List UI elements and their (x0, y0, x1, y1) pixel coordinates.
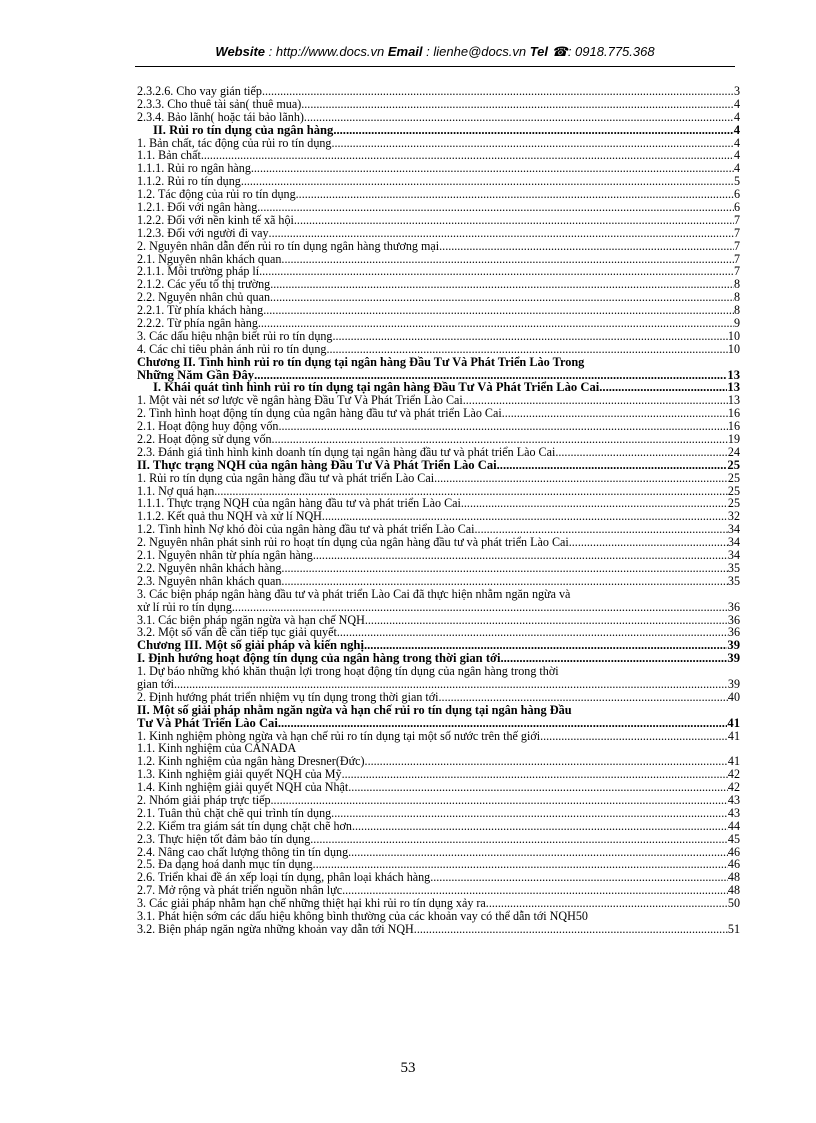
toc-entry (137, 910, 740, 923)
toc-entry-title: 2.1.2. Các yếu tố thị trường (137, 277, 271, 292)
toc-entry-page: 40 (727, 689, 740, 704)
toc-entry-page: 34 (727, 535, 740, 550)
toc-entry-title: 1.4. Kinh nghiệm giải quyết NQH của Nhật (137, 780, 349, 795)
toc-forecast-line2: gian tới ..... 39 (137, 678, 740, 691)
toc-leader-dots (272, 433, 728, 446)
toc-entry (137, 459, 740, 472)
toc-leader-dots (439, 691, 728, 704)
toc-entry-title: 1.1. Nợ quá hạn (137, 483, 215, 498)
toc-entry-page: 51 (727, 921, 740, 936)
toc-entry-page: 48 (727, 883, 740, 898)
toc-entry-page: 50 (727, 896, 740, 911)
toc-leader-dots (348, 846, 728, 859)
toc-entry-page: 46 (727, 844, 740, 859)
toc-entry-title: 1.2.2. Đối với nền kinh tế xã hội (137, 212, 294, 227)
toc-entry-page: 43 (727, 805, 740, 820)
toc-leader-dots (540, 730, 728, 743)
toc-entry-page: 10 (727, 341, 740, 356)
toc-entry-title: 4. Các chỉ tiêu phản ánh rủi ro tín dụng (137, 341, 327, 356)
toc-entry-page: 48 (727, 870, 740, 885)
toc-leader-dots (251, 162, 734, 175)
toc-entry-title: 1.3. Kinh nghiệm giải quyết NQH của Mỹ (137, 767, 342, 782)
toc-entry-title: 2.3. Nguyên nhân khách quan (137, 573, 282, 588)
toc-entry-title: 1.1.2. Kết quả thu NQH và xử lí NQH (137, 509, 322, 524)
toc-leader-dots (414, 923, 728, 936)
toc-entry-page: 42 (727, 780, 740, 795)
toc-entry-page: 5 (733, 174, 740, 189)
toc-entry-title: 2.7. Mở rộng và phát triển nguồn nhân lực (137, 883, 343, 898)
toc-entry-title: Chương III. Một số giải pháp và kiến nghị (137, 638, 364, 653)
toc-entry (137, 923, 740, 936)
toc-leader-dots (259, 265, 734, 278)
toc-entry-page: 4 (733, 135, 740, 150)
toc-leader-dots (461, 497, 728, 510)
email-value: : lienhe@docs.vn (422, 44, 530, 59)
toc-entry (137, 137, 740, 150)
toc-entry-title: II. Rủi ro tín dụng của ngân hàng (153, 122, 334, 137)
toc-leader-dots (555, 446, 728, 459)
toc-entry-page: 16 (727, 406, 740, 421)
toc-chapter2-line1: Chương II. Tình hình rủi ro tín dụng tại ngân hàng Đầu Tư Và Phát Triển Lào Trong (137, 354, 585, 369)
toc-entry-page: 34 (727, 522, 740, 537)
toc-entry-page: 41 (727, 754, 740, 769)
toc-entry-page: 7 (733, 264, 740, 279)
toc-leader-dots (430, 871, 728, 884)
toc-entry-page: 36 (727, 612, 740, 627)
toc-entry (137, 691, 740, 704)
toc-entry-page: 7 (733, 251, 740, 266)
toc-entry-page: 4 (733, 161, 740, 176)
toc-entry-page: 36 (727, 625, 740, 640)
toc-entry-page: 41 (727, 728, 740, 743)
toc-leader-dots (599, 381, 727, 394)
toc-leader-dots (332, 330, 727, 343)
toc-entry-title: 2.2. Kiểm tra giám sát tín dụng chặt chẽ hơn (137, 818, 352, 833)
toc-leader-dots (569, 536, 728, 549)
toc-leader-dots (270, 291, 734, 304)
toc-entry-page: 43 (727, 792, 740, 807)
toc-entry-title: 1.1.1. Thực trạng NQH của ngân hàng đầu tư và phát triển Lào Cai (137, 496, 461, 511)
toc-entry-title: 2. Nguyên nhân phát sinh rủi ro hoạt tín dụng của ngân hàng đầu tư và phát triển Lào Cai (137, 535, 569, 550)
toc-entry-title: 3.1. Các biện pháp ngăn ngừa và hạn chế NQH (137, 612, 365, 627)
toc-leader-dots (301, 98, 734, 111)
toc-entry (137, 472, 740, 485)
toc-leader-dots (241, 175, 734, 188)
toc-entry-page: 4 (733, 109, 740, 124)
toc-leader-dots (201, 149, 734, 162)
toc-entry-title: 1. Kinh nghiệm phòng ngừa và hạn chế rủi ro tín dụng tại một số nước trên thế giới (137, 728, 541, 743)
toc-entry-title: 1.1.2. Rủi ro tín dụng (137, 174, 241, 189)
toc-entry-title: 2.2.2. Từ phía ngân hàng (137, 316, 258, 331)
toc-entry-page: 44 (727, 818, 740, 833)
toc-leader-dots (348, 781, 728, 794)
toc-leader-dots (352, 820, 728, 833)
toc-leader-dots (296, 188, 734, 201)
toc-group-1 (137, 85, 740, 356)
toc-group-2 (137, 381, 740, 587)
toc-entry-page: 8 (733, 290, 740, 305)
toc-entry (137, 562, 740, 575)
toc-entry-page: 45 (727, 831, 740, 846)
toc-entry-title: 2.2. Hoạt động sử dụng vốn (137, 432, 272, 447)
toc-entry-title: 2.6. Triển khai đề án xếp loại tín dụng, phân loại khách hàng (137, 870, 431, 885)
toc-entry (137, 820, 740, 833)
toc-entry-page: 8 (733, 303, 740, 318)
toc-entry-title: 2.1. Hoạt động huy động vốn (137, 419, 279, 434)
toc-leader-dots (342, 768, 728, 781)
toc-entry-page: 9 (733, 316, 740, 331)
toc-leader-dots (257, 201, 734, 214)
website-label: Website (215, 44, 266, 59)
toc-leader-dots (278, 420, 727, 433)
toc-entry-title: 2.3. Thực hiện tốt đảm bảo tín dụng (137, 831, 311, 846)
toc-entry-title: 2.2.1. Từ phía khách hàng (137, 303, 264, 318)
toc-leader-dots (281, 575, 727, 588)
toc-entry-page: 3 (733, 83, 740, 98)
email-label: Email (387, 44, 423, 59)
page-header (135, 44, 735, 60)
toc-leader-dots (281, 562, 727, 575)
toc-leader-dots (294, 214, 734, 227)
toc-leader-dots (502, 407, 728, 420)
toc-entry-title: 3.1. Phát hiện sớm các dấu hiệu không bình thường của các khoản vay có thể dẫn tới NQH (137, 908, 576, 923)
toc-forecast-line1: 1. Dự báo những khó khăn thuận lợi trong hoạt động tín dụng của ngân hàng trong thời (137, 664, 559, 679)
toc-entry (137, 433, 740, 446)
toc-entry (137, 807, 740, 820)
toc-leader-dots (439, 240, 734, 253)
toc-entry (137, 240, 740, 253)
toc-entry-page: 34 (727, 548, 740, 563)
toc-entry (137, 124, 740, 137)
toc-leader-dots (270, 278, 734, 291)
toc-entry-page: 7 (733, 238, 740, 253)
toc-entry-title: 2.3. Đánh giá tình hình kinh doanh tín dụng tại ngân hàng đầu tư và phát triển Lào Cai (137, 444, 556, 459)
toc-entry (137, 330, 740, 343)
toc-leader-dots (281, 253, 734, 266)
toc-entry-title: 2.4. Nâng cao chất lượng thông tin tín dụng (137, 844, 349, 859)
toc-entry-title: 2. Tình hình hoạt động tín dụng của ngân hàng đầu tư và phát triển Lào Cai (137, 406, 502, 421)
toc-entry-title: 2.3.4. Bảo lãnh( hoặc tái bảo lãnh) (137, 109, 304, 124)
toc-entry-title: 2.3.2.6. Cho vay gián tiếp (137, 83, 262, 98)
toc-leader-dots (313, 549, 728, 562)
toc-entry-title: 2.3.3. Cho thuê tài sản( thuê mua) (137, 96, 302, 111)
toc-entry-page: 8 (733, 277, 740, 292)
toc-entry-page: 25 (727, 496, 740, 511)
toc-leader-dots (304, 111, 734, 124)
toc-entry-title: 2.1. Tuân thủ chặt chẽ qui trình tín dụng (137, 805, 332, 820)
toc-leader-dots (365, 614, 728, 627)
toc-item3-line1: 3. Các biện pháp ngân hàng đầu tư và phát triển Lào Cai đã thực hiện nhằm ngăn ngừa và (137, 586, 571, 601)
toc-entry-page: 6 (733, 200, 740, 214)
toc-entry (137, 446, 740, 459)
toc-entry-page: 46 (727, 857, 740, 872)
toc-entry-title: 3.2. Một số vấn đề cần tiếp tục giải quyết (137, 625, 337, 640)
toc-entry-title: II. Thực trạng NQH của ngân hàng Đầu Tư Và Phát Triển Lào Cai (137, 457, 497, 472)
toc-entry-title: 1.2. Tác động của rủi ro tín dụng (137, 187, 296, 202)
toc-entry-title: 2.2. Nguyên nhân khách hàng (137, 560, 282, 575)
toc-leader-dots (497, 459, 728, 472)
toc-entry-page: 25 (727, 483, 740, 498)
toc-entry-title: 3. Các dấu hiệu nhận biết rủi ro tín dụng (137, 328, 333, 343)
toc-entry-page: 4 (733, 148, 740, 163)
toc-entry (137, 201, 740, 214)
toc-entry-page: 42 (727, 767, 740, 782)
toc-entry-title: 1.1.1. Rủi ro ngân hàng (137, 161, 251, 176)
toc-leader-dots (331, 137, 733, 150)
toc-entry-page: 6 (733, 187, 740, 202)
toc-entry-page: 24 (727, 444, 740, 459)
toc-entry (137, 794, 740, 807)
toc-entry-page: 16 (727, 419, 740, 434)
toc-leader-dots (463, 394, 728, 407)
toc-entry-page: 39 (727, 638, 740, 653)
toc-entry-title: 3. Các giải pháp nhằm hạn chế những thiệt hại khi rủi ro tín dụng xảy ra (137, 896, 486, 911)
tel-label: Tel (529, 44, 548, 59)
toc-entry (137, 575, 740, 588)
toc-leader-dots (263, 304, 734, 317)
toc-entry-title: 2. Nguyên nhân dẫn đến rủi ro tín dụng ngân hàng thương mại (137, 238, 440, 253)
toc-entry-page: 25 (727, 470, 740, 485)
toc-entry-page: 4 (733, 96, 740, 111)
toc-entry (137, 85, 740, 98)
toc-leader-dots (269, 227, 734, 240)
toc-entry-title: 1. Rủi ro tín dụng của ngân hàng đầu tư và phát triển Lào Cai (137, 470, 435, 485)
toc-entry-title: 1.1. Bản chất (137, 148, 201, 163)
toc-leader-dots (310, 833, 728, 846)
toc-entry-title: 2. Nhóm giải pháp trực tiếp (137, 792, 271, 807)
toc-leader-dots (434, 472, 728, 485)
toc-entry-title: 1.1. Kinh nghiệm của CANADA (137, 741, 297, 756)
toc-entry-page: 10 (727, 328, 740, 343)
toc-entry (137, 227, 740, 240)
toc-entry-title: 1.2.3. Đối với người đi vay (137, 225, 269, 240)
toc-entry-page: 13 (727, 393, 740, 408)
toc-leader-dots (333, 124, 733, 137)
toc-entry-title: 1.2.1. Đối với ngân hàng (137, 200, 258, 214)
toc-entry (137, 343, 740, 356)
toc-entry-title: 2.1.1. Môi trường pháp lí (137, 264, 260, 279)
website-value: : http://www.docs.vn (265, 44, 388, 59)
toc-entry (137, 98, 740, 111)
toc-entry-title: 2.1. Nguyên nhân từ phía ngân hàng (137, 548, 313, 563)
toc-chapter2-line2: Những Năm Gần Đây ..... 13 (137, 369, 740, 382)
toc-entry-title: 2.1. Nguyên nhân khách quan (137, 251, 282, 266)
toc-entry-title: 2. Định hướng phát triển nhiệm vụ tín dụng trong thời gian tới (137, 689, 439, 704)
table-of-contents (137, 85, 740, 936)
toc-leader-dots (331, 807, 728, 820)
phone-icon: ☎ (551, 44, 568, 59)
toc-entry-page: 13 (727, 380, 740, 395)
toc-entry-page: 35 (727, 560, 740, 575)
toc-entry-title: 2.5. Đa dạng hoá danh mục tín dụng (137, 857, 313, 872)
toc-entry-title: 2.2. Nguyên nhân chủ quan (137, 290, 271, 305)
toc-entry-title: 1. Bản chất, tác động của rủi ro tín dụng (137, 135, 332, 150)
toc-entry-title: 1.2. Tình hình Nợ khó đòi của ngân hàng đầu tư và phát triển Lào Cai (137, 522, 475, 537)
toc-entry-page: 39 (727, 651, 740, 666)
toc-group-3 (137, 614, 740, 666)
toc-leader-dots (262, 85, 734, 98)
toc-entry-title: 3.2. Biện pháp ngăn ngừa những khoản vay dẫn tới NQH (137, 921, 414, 936)
toc-group-4 (137, 691, 740, 704)
toc-leader-dots (258, 317, 734, 330)
toc-entry-page: 50 (575, 908, 588, 923)
toc-item3-line2: xử lí rủi ro tín dụng ..... 36 (137, 601, 740, 614)
toc-leader-dots (271, 794, 728, 807)
toc-entry-page: 32 (727, 509, 740, 524)
tel-value: : 0918.775.368 (567, 44, 655, 59)
toc-entry (137, 214, 740, 227)
page-number: 53 (400, 1060, 416, 1076)
toc-leader-dots (365, 755, 728, 768)
toc-entry (137, 833, 740, 846)
toc-entry-page: 19 (727, 432, 740, 447)
toc-entry-page: 25 (727, 457, 740, 472)
toc-entry-title: I. Định hướng hoạt động tín dụng của ngân hàng trong thời gian tới (137, 651, 501, 666)
toc-group-5 (137, 730, 740, 936)
toc-entry (137, 317, 740, 330)
toc-solution-line1: II. Một số giải pháp nhằm ngăn ngừa và hạn chế rủi ro tín dụng tại ngân hàng Đầu (137, 702, 572, 717)
toc-entry-page: 7 (733, 225, 740, 240)
toc-entry (137, 111, 740, 124)
toc-entry-title: 1.2. Kinh nghiệm của ngân hàng Dresner(Đức) (137, 754, 365, 769)
header-rule (135, 66, 735, 67)
toc-entry-page: 35 (727, 573, 740, 588)
toc-entry-page: 4 (733, 122, 740, 137)
toc-leader-dots (326, 343, 727, 356)
toc-entry-page: 7 (733, 212, 740, 227)
toc-entry-title: I. Khái quát tình hình rủi ro tín dụng tại ngân hàng Đầu Tư Và Phát Triển Lào Cai (153, 380, 600, 395)
toc-solution-line2: Tư Và Phát Triển Lào Cai ..... 41 (137, 717, 740, 730)
toc-leader-dots (337, 626, 728, 639)
toc-entry-title: 1. Một vài nét sơ lược về ngân hàng Đầu Tư Và Phát Triển Lào Cai (137, 393, 463, 408)
